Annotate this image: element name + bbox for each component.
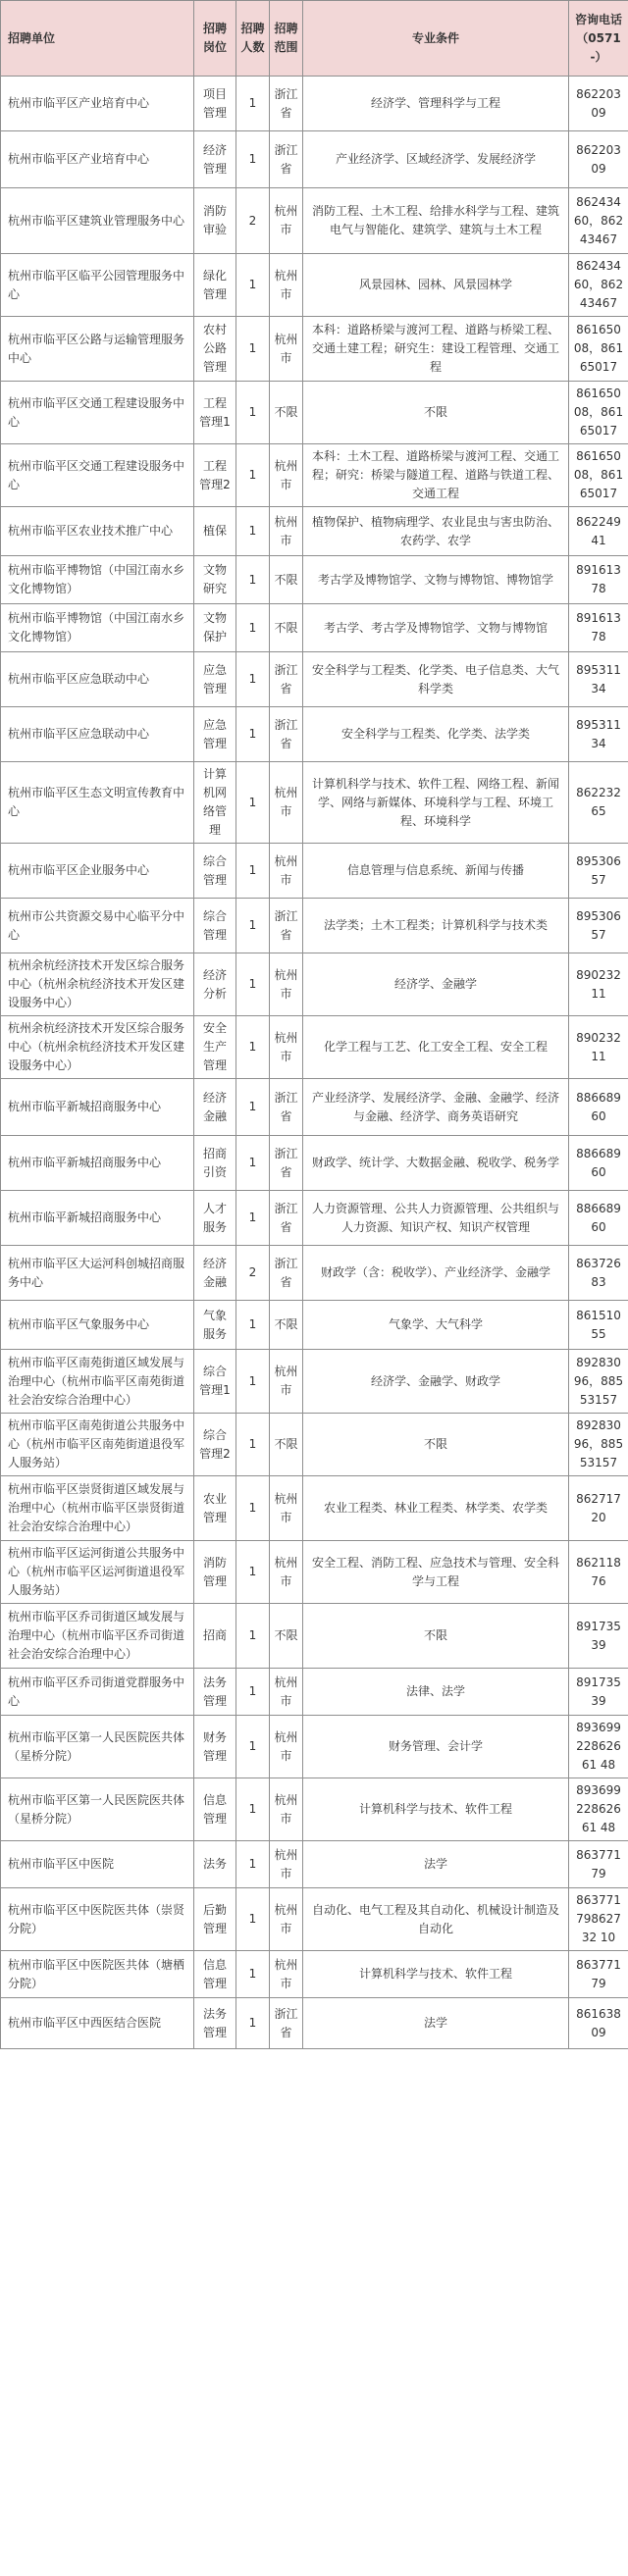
cell-count: 1: [236, 652, 270, 707]
cell-post: 项目管理: [194, 77, 236, 131]
cell-post: 农村公路管理: [194, 317, 236, 382]
cell-count: 1: [236, 1841, 270, 1888]
cell-phone: 86165008，86165017: [569, 382, 628, 444]
cell-post: 后勤管理: [194, 1888, 236, 1951]
cell-range: 浙江省: [270, 131, 303, 188]
cell-post: 综合管理: [194, 844, 236, 899]
cell-range: 杭州市: [270, 1951, 303, 1998]
cell-requirement: 信息管理与信息系统、新闻与传播: [303, 844, 569, 899]
cell-count: 1: [236, 556, 270, 604]
cell-requirement: 不限: [303, 382, 569, 444]
cell-phone: 86224941: [569, 507, 628, 556]
cell-requirement: 不限: [303, 1414, 569, 1476]
cell-phone: 86220309: [569, 131, 628, 188]
table-row: [1, 1350, 628, 1414]
table-row: [1, 953, 628, 1016]
cell-requirement: 本科：土木工程、道路桥梁与渡河工程、交通工程；研究：桥梁与隧道工程、道路与铁道工程、交通工程: [303, 444, 569, 507]
cell-unit: 杭州市公共资源交易中心临平分中心: [1, 899, 194, 953]
cell-requirement: 计算机科学与技术、软件工程: [303, 1951, 569, 1998]
cell-count: 1: [236, 1414, 270, 1476]
cell-post: 文物保护: [194, 604, 236, 652]
cell-range: 不限: [270, 1604, 303, 1669]
cell-range: 杭州市: [270, 1541, 303, 1604]
cell-requirement: 安全科学与工程类、化学类、法学类: [303, 707, 569, 762]
table-row: [1, 1841, 628, 1888]
cell-phone: 89369922862661 48: [569, 1778, 628, 1841]
cell-count: 1: [236, 1888, 270, 1951]
table-row: [1, 1301, 628, 1350]
table-row: [1, 1476, 628, 1541]
cell-phone: 86372683: [569, 1246, 628, 1301]
cell-unit: 杭州市临平区产业培育中心: [1, 77, 194, 131]
cell-unit: 杭州市临平区乔司街道区域发展与治理中心（杭州市临平区乔司街道社会治安综合治理中心）: [1, 1604, 194, 1669]
cell-post: 消防管理: [194, 1541, 236, 1604]
cell-phone: 89161378: [569, 556, 628, 604]
cell-unit: 杭州市临平区运河街道公共服务中心（杭州市临平区运河街道退役军人服务站）: [1, 1541, 194, 1604]
cell-post: 应急管理: [194, 707, 236, 762]
cell-phone: 86165008，86165017: [569, 317, 628, 382]
cell-requirement: 经济学、金融学: [303, 953, 569, 1016]
cell-unit: 杭州市临平区农业技术推广中心: [1, 507, 194, 556]
cell-count: 1: [236, 1301, 270, 1350]
cell-range: 杭州市: [270, 507, 303, 556]
cell-post: 综合管理2: [194, 1414, 236, 1476]
cell-phone: 86220309: [569, 77, 628, 131]
cell-unit: 杭州市临平区气象服务中心: [1, 1301, 194, 1350]
cell-count: 2: [236, 1246, 270, 1301]
table-row: [1, 1541, 628, 1604]
table-row: [1, 604, 628, 652]
cell-unit: 杭州市临平区产业培育中心: [1, 131, 194, 188]
table-row: [1, 1604, 628, 1669]
cell-count: 1: [236, 1541, 270, 1604]
cell-requirement: 本科：道路桥梁与渡河工程、道路与桥梁工程、交通土建工程；研究生：建设工程管理、交通工程: [303, 317, 569, 382]
cell-unit: 杭州市临平区建筑业管理服务中心: [1, 188, 194, 254]
cell-requirement: 化学工程与工艺、化工安全工程、安全工程: [303, 1016, 569, 1079]
cell-requirement: 植物保护、植物病理学、农业昆虫与害虫防治、农药学、农学: [303, 507, 569, 556]
cell-range: 浙江省: [270, 1191, 303, 1246]
cell-phone: 88668960: [569, 1136, 628, 1191]
cell-requirement: 计算机科学与技术、软件工程: [303, 1778, 569, 1841]
cell-requirement: 不限: [303, 1604, 569, 1669]
cell-post: 信息管理: [194, 1951, 236, 1998]
table-row: [1, 1888, 628, 1951]
table-row: [1, 707, 628, 762]
table-row: [1, 188, 628, 254]
cell-unit: 杭州市临平区应急联动中心: [1, 707, 194, 762]
cell-requirement: 计算机科学与技术、软件工程、网络工程、新闻学、网络与新媒体、环境科学与工程、环境工程、环境科学: [303, 762, 569, 844]
cell-count: 1: [236, 1191, 270, 1246]
table-row: [1, 1951, 628, 1998]
cell-range: 杭州市: [270, 1476, 303, 1541]
cell-requirement: 农业工程类、林业工程类、林学类、农学类: [303, 1476, 569, 1541]
cell-unit: 杭州市临平区乔司街道党群服务中心: [1, 1669, 194, 1716]
table-row: [1, 1246, 628, 1301]
cell-requirement: 法律、法学: [303, 1669, 569, 1716]
cell-phone: 88668960: [569, 1079, 628, 1136]
table-row: [1, 652, 628, 707]
cell-unit: 杭州市临平区公路与运输管理服务中心: [1, 317, 194, 382]
cell-unit: 杭州市临平博物馆（中国江南水乡文化博物馆）: [1, 604, 194, 652]
cell-phone: 89530657: [569, 844, 628, 899]
cell-requirement: 法学类；土木工程类；计算机科学与技术类: [303, 899, 569, 953]
cell-phone: 89023211: [569, 1016, 628, 1079]
cell-count: 1: [236, 444, 270, 507]
cell-phone: 89173539: [569, 1604, 628, 1669]
cell-unit: 杭州市临平区第一人民医院医共体（星桥分院）: [1, 1778, 194, 1841]
cell-range: 不限: [270, 382, 303, 444]
cell-range: 杭州市: [270, 317, 303, 382]
cell-count: 1: [236, 1016, 270, 1079]
table-row: [1, 1079, 628, 1136]
cell-count: 1: [236, 77, 270, 131]
cell-phone: 86151055: [569, 1301, 628, 1350]
cell-requirement: 经济学、金融学、财政学: [303, 1350, 569, 1414]
cell-post: 招商: [194, 1604, 236, 1669]
cell-unit: 杭州市临平区企业服务中心: [1, 844, 194, 899]
table-row: [1, 131, 628, 188]
cell-post: 经济分析: [194, 953, 236, 1016]
cell-range: 浙江省: [270, 899, 303, 953]
table-row: [1, 444, 628, 507]
cell-count: 1: [236, 317, 270, 382]
cell-post: 综合管理1: [194, 1350, 236, 1414]
cell-phone: 86243460，86243467: [569, 188, 628, 254]
cell-post: 经济金融: [194, 1246, 236, 1301]
cell-unit: 杭州市临平区大运河科创城招商服务中心: [1, 1246, 194, 1301]
cell-unit: 杭州余杭经济技术开发区综合服务中心（杭州余杭经济技术开发区建设服务中心）: [1, 1016, 194, 1079]
cell-post: 财务管理: [194, 1716, 236, 1778]
table-row: [1, 1998, 628, 2049]
cell-post: 绿化管理: [194, 254, 236, 317]
table-row: [1, 844, 628, 899]
cell-range: 杭州市: [270, 444, 303, 507]
cell-count: 1: [236, 254, 270, 317]
cell-requirement: 法学: [303, 1841, 569, 1888]
table-row: [1, 317, 628, 382]
cell-phone: 86377179: [569, 1841, 628, 1888]
cell-phone: 89530657: [569, 899, 628, 953]
cell-requirement: 财政学、统计学、大数据金融、税收学、税务学: [303, 1136, 569, 1191]
cell-phone: 89531134: [569, 707, 628, 762]
cell-phone: 89023211: [569, 953, 628, 1016]
cell-range: 不限: [270, 1414, 303, 1476]
cell-post: 安全生产管理: [194, 1016, 236, 1079]
cell-count: 1: [236, 1998, 270, 2049]
table-row: [1, 1414, 628, 1476]
cell-count: 1: [236, 1669, 270, 1716]
cell-count: 1: [236, 844, 270, 899]
cell-phone: 86223265: [569, 762, 628, 844]
cell-requirement: 经济学、管理科学与工程: [303, 77, 569, 131]
cell-requirement: 考古学、考古学及博物馆学、文物与博物馆: [303, 604, 569, 652]
cell-phone: 89173539: [569, 1669, 628, 1716]
cell-post: 法务管理: [194, 1998, 236, 2049]
cell-range: 不限: [270, 1301, 303, 1350]
cell-range: 浙江省: [270, 1079, 303, 1136]
cell-unit: 杭州市临平区中医院医共体（崇贤分院）: [1, 1888, 194, 1951]
cell-unit: 杭州市临平博物馆（中国江南水乡文化博物馆）: [1, 556, 194, 604]
cell-range: 杭州市: [270, 762, 303, 844]
cell-post: 招商引资: [194, 1136, 236, 1191]
cell-range: 不限: [270, 556, 303, 604]
table-row: [1, 1191, 628, 1246]
cell-range: 杭州市: [270, 254, 303, 317]
cell-requirement: 自动化、电气工程及其自动化、机械设计制造及自动化: [303, 1888, 569, 1951]
cell-count: 1: [236, 1136, 270, 1191]
cell-post: 信息管理: [194, 1778, 236, 1841]
cell-count: 1: [236, 382, 270, 444]
cell-range: 杭州市: [270, 1350, 303, 1414]
cell-range: 浙江省: [270, 707, 303, 762]
cell-requirement: 法学: [303, 1998, 569, 2049]
table-row: [1, 1016, 628, 1079]
cell-phone: 89531134: [569, 652, 628, 707]
cell-range: 杭州市: [270, 1841, 303, 1888]
cell-post: 计算机网络管理: [194, 762, 236, 844]
cell-unit: 杭州市临平新城招商服务中心: [1, 1079, 194, 1136]
cell-unit: 杭州市临平区交通工程建设服务中心: [1, 382, 194, 444]
cell-range: 杭州市: [270, 1669, 303, 1716]
cell-requirement: 考古学及博物馆学、文物与博物馆、博物馆学: [303, 556, 569, 604]
cell-requirement: 消防工程、土木工程、给排水科学与工程、建筑电气与智能化、建筑学、建筑与土木工程: [303, 188, 569, 254]
cell-unit: 杭州市临平区临平公园管理服务中心: [1, 254, 194, 317]
cell-count: 1: [236, 953, 270, 1016]
cell-post: 文物研究: [194, 556, 236, 604]
cell-post: 气象服务: [194, 1301, 236, 1350]
header-count: 招聘人数: [236, 1, 270, 77]
cell-post: 工程管理2: [194, 444, 236, 507]
cell-count: 1: [236, 507, 270, 556]
cell-post: 法务: [194, 1841, 236, 1888]
cell-post: 植保: [194, 507, 236, 556]
table-row: [1, 762, 628, 844]
cell-count: 1: [236, 131, 270, 188]
cell-count: 2: [236, 188, 270, 254]
cell-count: 1: [236, 1350, 270, 1414]
cell-range: 杭州市: [270, 1888, 303, 1951]
cell-phone: 86377179862732 10: [569, 1888, 628, 1951]
cell-range: 浙江省: [270, 1136, 303, 1191]
cell-unit: 杭州市临平新城招商服务中心: [1, 1136, 194, 1191]
table-row: [1, 507, 628, 556]
cell-count: 1: [236, 1604, 270, 1669]
cell-post: 消防审验: [194, 188, 236, 254]
cell-range: 浙江省: [270, 652, 303, 707]
cell-post: 经济管理: [194, 131, 236, 188]
cell-phone: 86165008，86165017: [569, 444, 628, 507]
table-row: [1, 382, 628, 444]
header-unit: 招聘单位: [1, 1, 194, 77]
header-row: [1, 1, 628, 77]
header-post: 招聘岗位: [194, 1, 236, 77]
table-row: [1, 254, 628, 317]
cell-requirement: 产业经济学、发展经济学、金融、金融学、经济与金融、经济学、商务英语研究: [303, 1079, 569, 1136]
table-row: [1, 1778, 628, 1841]
cell-post: 农业管理: [194, 1476, 236, 1541]
cell-range: 浙江省: [270, 77, 303, 131]
cell-post: 人才服务: [194, 1191, 236, 1246]
cell-phone: 86163809: [569, 1998, 628, 2049]
cell-phone: 88668960: [569, 1191, 628, 1246]
cell-requirement: 财务管理、会计学: [303, 1716, 569, 1778]
cell-phone: 89283096，88553157: [569, 1414, 628, 1476]
cell-unit: 杭州市临平区交通工程建设服务中心: [1, 444, 194, 507]
cell-unit: 杭州市临平区中医院: [1, 1841, 194, 1888]
cell-phone: 86271720: [569, 1476, 628, 1541]
cell-unit: 杭州市临平区第一人民医院医共体（星桥分院）: [1, 1716, 194, 1778]
cell-count: 1: [236, 707, 270, 762]
cell-phone: 86243460，86243467: [569, 254, 628, 317]
cell-post: 法务管理: [194, 1669, 236, 1716]
cell-range: 杭州市: [270, 1778, 303, 1841]
table-row: [1, 556, 628, 604]
cell-phone: 89369922862661 48: [569, 1716, 628, 1778]
cell-count: 1: [236, 1951, 270, 1998]
cell-count: 1: [236, 1476, 270, 1541]
cell-requirement: 产业经济学、区域经济学、发展经济学: [303, 131, 569, 188]
cell-unit: 杭州市临平区应急联动中心: [1, 652, 194, 707]
cell-count: 1: [236, 1079, 270, 1136]
cell-post: 经济金融: [194, 1079, 236, 1136]
cell-phone: 89161378: [569, 604, 628, 652]
cell-range: 浙江省: [270, 1246, 303, 1301]
table-row: [1, 899, 628, 953]
cell-range: 杭州市: [270, 1016, 303, 1079]
cell-range: 杭州市: [270, 1716, 303, 1778]
cell-range: 浙江省: [270, 1998, 303, 2049]
cell-range: 杭州市: [270, 188, 303, 254]
cell-phone: 86377179: [569, 1951, 628, 1998]
header-phone: 咨询电话（0571-）: [569, 1, 628, 77]
cell-requirement: 安全科学与工程类、化学类、电子信息类、大气科学类: [303, 652, 569, 707]
cell-unit: 杭州市临平区南苑街道公共服务中心（杭州市临平区南苑街道退役军人服务站）: [1, 1414, 194, 1476]
cell-requirement: 安全工程、消防工程、应急技术与管理、安全科学与工程: [303, 1541, 569, 1604]
cell-requirement: 气象学、大气科学: [303, 1301, 569, 1350]
cell-range: 杭州市: [270, 953, 303, 1016]
cell-requirement: 风景园林、园林、风景园林学: [303, 254, 569, 317]
header-range: 招聘范围: [270, 1, 303, 77]
cell-unit: 杭州市临平区崇贤街道区域发展与治理中心（杭州市临平区崇贤街道社会治安综合治理中心）: [1, 1476, 194, 1541]
table-row: [1, 1136, 628, 1191]
cell-phone: 86211876: [569, 1541, 628, 1604]
cell-unit: 杭州市临平区中西医结合医院: [1, 1998, 194, 2049]
cell-unit: 杭州市临平新城招商服务中心: [1, 1191, 194, 1246]
cell-range: 不限: [270, 604, 303, 652]
cell-post: 应急管理: [194, 652, 236, 707]
cell-post: 工程管理1: [194, 382, 236, 444]
cell-range: 杭州市: [270, 844, 303, 899]
cell-count: 1: [236, 899, 270, 953]
cell-phone: 89283096，88553157: [569, 1350, 628, 1414]
table-row: [1, 77, 628, 131]
cell-unit: 杭州市临平区中医院医共体（塘栖分院）: [1, 1951, 194, 1998]
cell-count: 1: [236, 604, 270, 652]
cell-requirement: 财政学（含：税收学）、产业经济学、金融学: [303, 1246, 569, 1301]
cell-requirement: 人力资源管理、公共人力资源管理、公共组织与人力资源、知识产权、知识产权管理: [303, 1191, 569, 1246]
cell-count: 1: [236, 762, 270, 844]
cell-count: 1: [236, 1778, 270, 1841]
table-row: [1, 1716, 628, 1778]
cell-unit: 杭州市临平区生态文明宣传教育中心: [1, 762, 194, 844]
cell-post: 综合管理: [194, 899, 236, 953]
cell-unit: 杭州市临平区南苑街道区域发展与治理中心（杭州市临平区南苑街道社会治安综合治理中心）: [1, 1350, 194, 1414]
header-requirement: 专业条件: [303, 1, 569, 77]
table-row: [1, 1669, 628, 1716]
cell-count: 1: [236, 1716, 270, 1778]
cell-unit: 杭州余杭经济技术开发区综合服务中心（杭州余杭经济技术开发区建设服务中心）: [1, 953, 194, 1016]
